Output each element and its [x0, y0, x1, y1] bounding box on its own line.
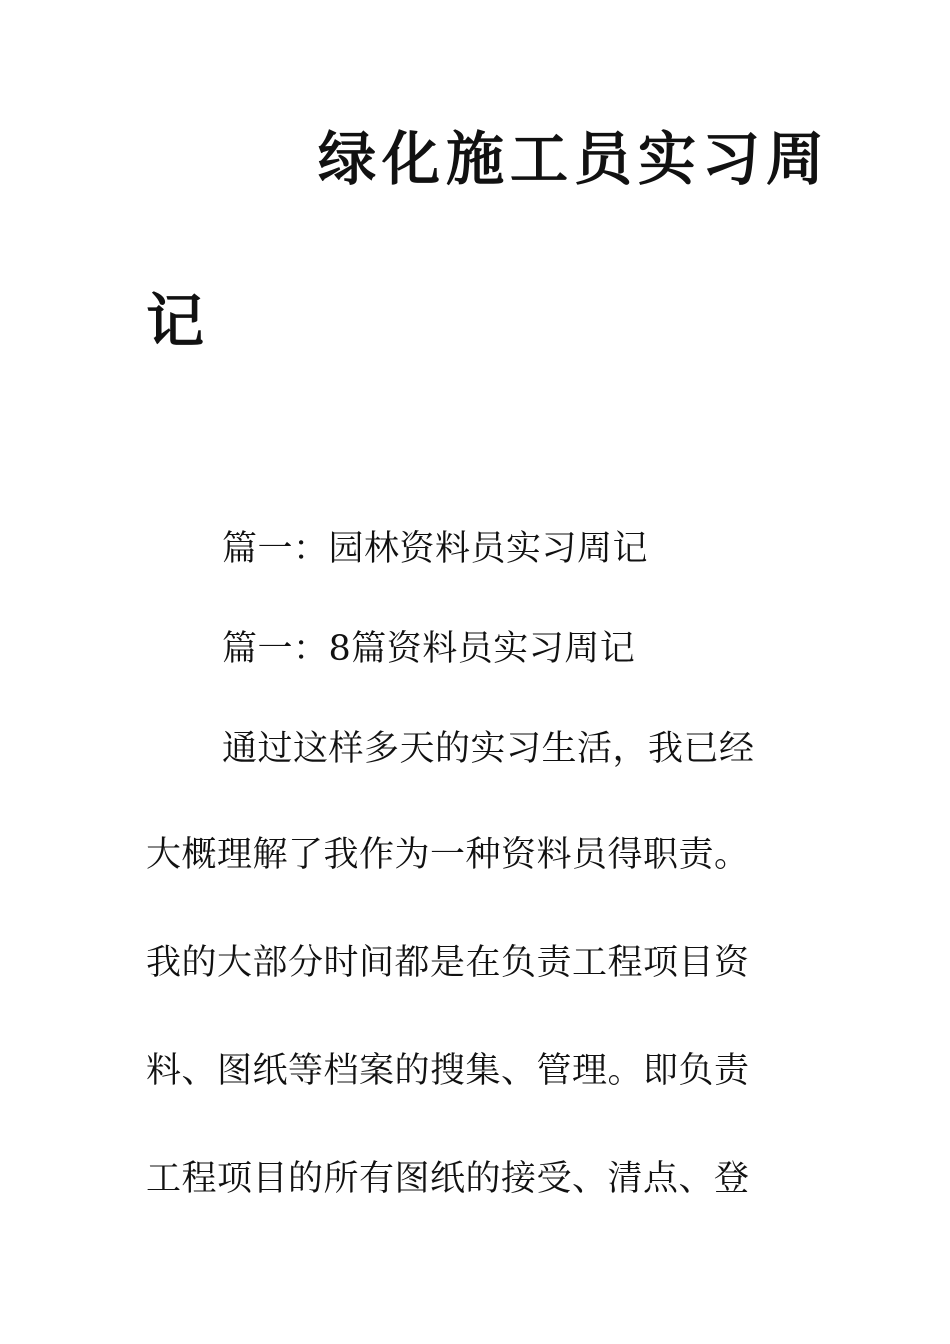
document-title-line-1: 绿化施工员实习周	[318, 125, 831, 193]
paragraph-line-3: 我的大部分时间都是在负责工程项目资	[146, 943, 750, 983]
paragraph-line-2: 大概理解了我作为一种资料员得职责。	[146, 835, 750, 875]
subheading-2: 篇一：8篇资料员实习周记	[222, 629, 636, 669]
paragraph-line-1: 通过这样多天的实习生活，我已经	[222, 729, 755, 769]
paragraph-line-5: 工程项目的所有图纸的接受、清点、登	[146, 1159, 750, 1199]
paragraph-line-4: 料、图纸等档案的搜集、管理。即负责	[146, 1051, 750, 1091]
subheading-1: 篇一：园林资料员实习周记	[222, 529, 649, 569]
document-title-line-2: 记	[146, 287, 211, 355]
